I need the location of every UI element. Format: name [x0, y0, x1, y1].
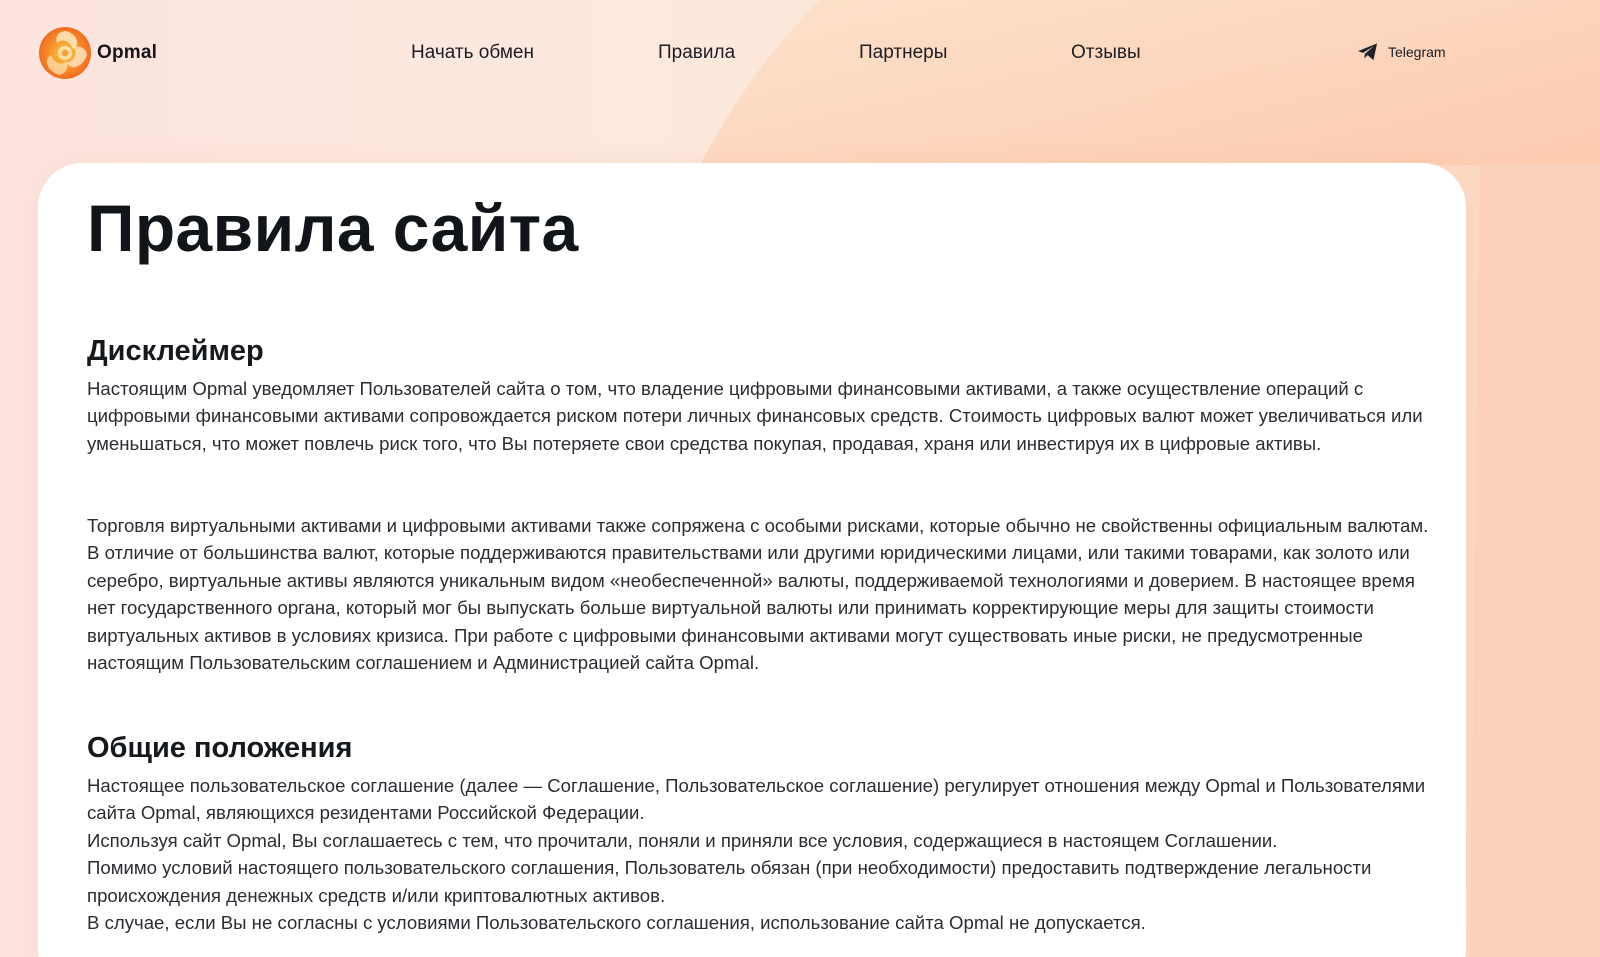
logo-text: Opmal — [97, 42, 158, 63]
telegram-link[interactable] — [1357, 42, 1446, 62]
opmal-logo-icon — [37, 25, 93, 81]
disclaimer-paragraph-1: Настоящим Opmal уведомляет Пользователей сайта о том, что владение цифровыми финансовыми активами, а также осуществление операций с цифровыми финансовыми активами сопровождается риском потери личных финансовых средств. Стоимость цифровых валют может увеличиваться или уменьшаться, что может повлечь риск того, что Вы потеряете свои средства покупая, продавая, храня или инвестируя их в цифровые активы. — [87, 378, 1423, 454]
nav-rules[interactable]: Правила — [658, 42, 736, 63]
nav-reviews[interactable]: Отзывы — [1071, 42, 1141, 63]
telegram-label: Telegram — [1388, 44, 1446, 60]
general-line-4: В случае, если Вы не согласны с условиями Пользовательского соглашения, использование сайта Opmal не допускается. — [87, 912, 1146, 934]
logo-link[interactable] — [37, 25, 157, 81]
telegram-icon — [1357, 42, 1379, 62]
nav-start-exchange[interactable]: Начать обмен — [411, 42, 534, 63]
general-line-2: Используя сайт Opmal, Вы соглашаетесь с тем, что прочитали, поняли и приняли все условия, содержащиеся в настоящем Соглашении. — [87, 829, 1278, 851]
general-line-1: Настоящее пользовательское соглашение (далее — Соглашение, Пользовательское соглашение) регулирует отношения между Opmal и Пользователями сайта Opmal, являющихся резидентами Российской Федерации. — [87, 775, 1426, 824]
general-line-3: Помимо условий настоящего пользовательского соглашения, Пользователь обязан (при необходимости) предоставить подтверждение легальности происхождения денежных средств и/или криптовалютных активов. — [87, 857, 1372, 906]
disclaimer-paragraph-2: Торговля виртуальными активами и цифровыми активами также сопряжена с особыми рисками, которые обычно не свойственны официальным валютам. В отличие от большинства валют, которые поддерживаются правительствами или другими юридическими лицами, или такими товарами, как золото или серебро, виртуальные активы являются уникальным видом «необеспеченной» валюты, поддерживаемой технологиями и доверием. В настоящее время нет государственного органа, который мог бы выпускать больше виртуальной валюты или принимать корректирующие меры для защиты стоимости виртуальных активов в условиях кризиса. При работе с цифровыми финансовыми активами могут существовать иные риски, не предусмотренные настоящим Пользовательским соглашением и Администрацией сайта Opmal. — [87, 515, 1429, 674]
page-title: Правила сайта — [87, 191, 579, 265]
section-title-disclaimer: Дисклеймер — [87, 335, 264, 367]
rules-card — [38, 163, 1466, 957]
site-header — [0, 0, 1600, 110]
nav-partners[interactable]: Партнеры — [859, 42, 948, 63]
general-provisions-text — [87, 772, 1432, 936]
section-title-general: Общие положения — [87, 732, 353, 764]
